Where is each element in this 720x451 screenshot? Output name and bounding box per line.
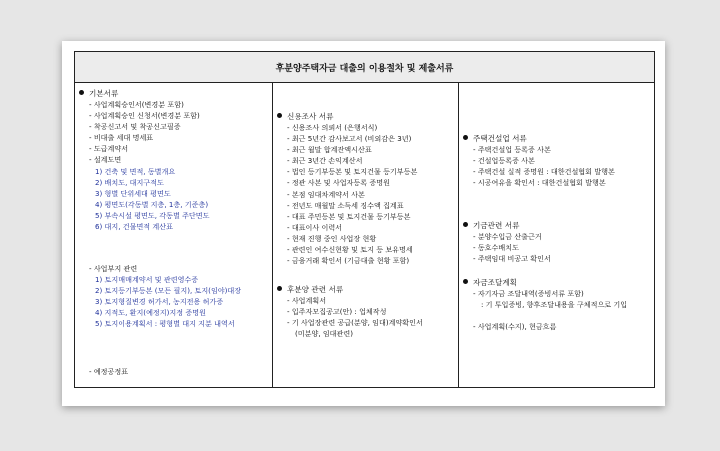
list-item: - 본점 임대차계약서 사본: [287, 189, 365, 199]
section-title: 기금관련 서류: [473, 221, 520, 230]
list-item: [473, 310, 627, 321]
section-title: 자금조달계획: [473, 278, 518, 287]
list-item: - 도급계약서: [89, 144, 129, 154]
table-title: 후분양주택자금 대출의 이용절차 및 제출서류: [75, 52, 655, 83]
column-basic-documents: [75, 83, 273, 388]
item-list: [463, 231, 551, 264]
bullet-icon: [277, 286, 282, 291]
item-list: [89, 263, 241, 330]
list-item: - 사업계획서: [287, 296, 327, 305]
list-item: - 사업계획(수지), 현금흐름: [473, 322, 557, 332]
item-list: [463, 144, 615, 188]
section-title: 후분양 관련 서류: [287, 285, 344, 294]
list-item: - 건설업등록증 사본: [473, 156, 535, 166]
section-housing: [463, 133, 615, 188]
item-list: [79, 99, 210, 232]
column-company-documents: [459, 83, 655, 388]
section-land: [89, 263, 241, 330]
list-item: - 최근 5년간 감사보고서 (비외감은 3년): [287, 134, 412, 144]
bullet-icon: [463, 222, 468, 227]
list-item: - 예정공정표: [89, 367, 129, 376]
list-item: - 금융거래 확인서 (기금대출 현황 포함): [287, 256, 410, 266]
list-item: - 주택임대 비공고 확인서: [473, 254, 551, 264]
document-card: [62, 41, 665, 406]
bullet-icon: [79, 90, 84, 95]
list-item: 6) 대지, 건물면적 계산표: [95, 222, 173, 232]
list-item: : 기 투입증빙, 향후조달내용을 구체적으로 기입: [481, 300, 628, 310]
list-item: - 신용조사 의뢰서 (은행서식): [287, 123, 378, 132]
list-item: - 현재 진행 중인 사업장 현황: [287, 233, 377, 243]
list-item: - 비대출 세대 명세표: [89, 133, 154, 143]
list-item: - 주택건설 실적 증명원 : 대한건설협회 발행본: [473, 167, 615, 177]
list-item: - 최근 3년간 손익계산서: [287, 156, 363, 166]
list-item: - 설계도면: [89, 155, 122, 165]
list-item: - 분양수입금 산출근거: [473, 232, 542, 241]
list-item: - 관련인 여수신현황 및 토지 등 보유명세: [287, 245, 413, 255]
section-financing: [463, 277, 627, 332]
section-fund: [463, 220, 551, 264]
section-title: 기본서류: [89, 89, 119, 98]
bullet-icon: [463, 279, 468, 284]
list-item: 1) 토지매매계약서 및 관련영수증: [95, 275, 199, 285]
item-list: [277, 122, 417, 266]
list-item: - 사업계획승인 신청서(변경분 포함): [89, 111, 200, 121]
list-item: 2) 배치도, 대지구적도: [95, 177, 164, 187]
list-item: (미분양, 임대관련): [295, 329, 354, 339]
section-title: 신용조사 서류: [287, 112, 334, 121]
list-item: - 대표 주민등본 및 토지건물 등기부등본: [287, 211, 411, 221]
item-list: [277, 295, 423, 339]
list-item: - 주택건설업 등록증 사본: [473, 145, 551, 154]
section-credit: [277, 111, 417, 266]
list-item: 3) 형별 단위세대 평면도: [95, 188, 171, 198]
list-item: - 법인 등기부등본 및 토지건물 등기부등본: [287, 167, 418, 177]
list-item: - 시공여유을 확인서 : 대한건설협회 발행본: [473, 178, 606, 188]
item-list: [89, 366, 128, 377]
list-item: 5) 토지이용계획서 : 평형별 대지 지분 내역서: [95, 319, 235, 329]
list-item: 4) 지적도, 환지(예정지)지정 증명원: [95, 308, 206, 318]
list-item: - 착공신고서 및 착공신고필증: [89, 122, 181, 132]
section-title: 주택건설업 서류: [473, 134, 527, 143]
list-item: - 입주자모집공고(안) : 업체작성: [287, 307, 387, 317]
list-item: - 사업부지 관련: [89, 264, 138, 273]
list-item: - 기 사업장관련 공급(분양, 임대)계약확인서: [287, 318, 423, 328]
list-item: 2) 토지등기부등본 (모든 필지), 토지(임야)대장: [95, 286, 242, 296]
section-basic: [79, 88, 210, 232]
section-schedule: [89, 366, 128, 377]
section-post-sale: [277, 284, 423, 339]
list-item: - 자기자금 조달내역(증빙서류 포함): [473, 289, 584, 298]
item-list: [463, 288, 627, 332]
list-item: - 정관 사본 및 사업자등록 증명원: [287, 178, 390, 188]
bullet-icon: [277, 113, 282, 118]
list-item: 1) 건축 및 면적, 동별개요: [95, 166, 176, 176]
column-credit-documents: [273, 83, 459, 388]
list-item: - 사업계획승인서(변경분 포함): [89, 100, 184, 109]
bullet-icon: [463, 135, 468, 140]
list-item: - 대표이사 이력서: [287, 222, 343, 232]
list-item: - 전년도 매월말 소득세 징수액 집계표: [287, 200, 404, 210]
list-item: - 최근 월말 합계잔액시산표: [287, 145, 372, 155]
list-item: 4) 평면도(각동별 지층, 1층, 기준층): [95, 199, 209, 209]
list-item: - 동호수배치도: [473, 243, 519, 253]
list-item: 5) 부속시설 평면도, 각동별 주단면도: [95, 210, 210, 220]
document-table: [74, 51, 655, 388]
list-item: 3) 토지형질변경 허가서, 농지전용 허가증: [95, 297, 224, 307]
